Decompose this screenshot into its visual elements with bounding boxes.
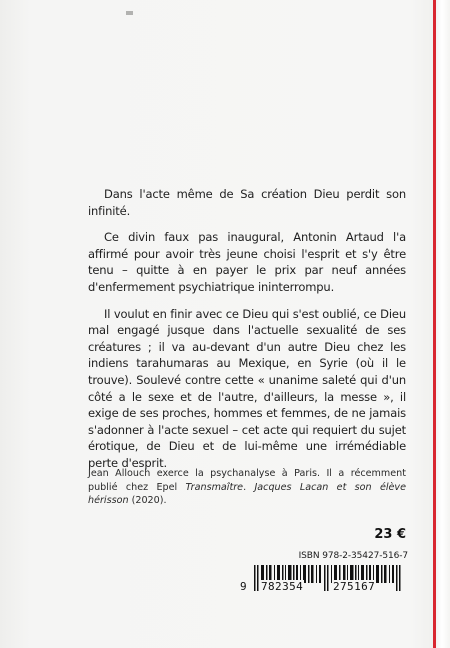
bio-title-lacan: Jacques Lacan et son élève hérisson	[88, 481, 407, 507]
barcode-first-digit: 9	[240, 580, 247, 593]
blurb-paragraph-1: Dans l'acte même de Sa création Dieu perdit son infinité.	[88, 187, 406, 218]
barcode-digits	[240, 580, 408, 593]
author-bio	[88, 467, 406, 508]
isbn: ISBN 978-2-35427-516-7	[298, 551, 408, 561]
bio-tail: (2020).	[128, 495, 167, 507]
bio-separator: .	[243, 481, 255, 493]
bio-text: Jean Allouch exerce la psychanalyse à Paris. Il a récemment publié chez Epel	[88, 468, 406, 493]
blurb-paragraph-3: Il voulut en finir avec ce Dieu qui s'est oublié, ce Dieu mal engagé jusque dans l'actuelle sexualité de ses créatures ; il va au-devant d'un autre Dieu chez les indiens tarahumaras au Mexique, en Syrie (où il le trouve). Soulevé contre cette « unanime saleté qui d'un côté a le sexe et de l'autre, d'ailleurs, la messe », il exige de ses proches, hommes et femmes, de ne jamais s'adonner à l'acte sexuel – cet acte qui requiert du sujet érotique, de Dieu et de lui-même une irrémédiable perte d'esprit.	[88, 306, 406, 470]
blurb-paragraph-2: Ce divin faux pas inaugural, Antonin Artaud l'a affirmé pour avoir très jeune choisi l'esprit et s'y être tenu – quitte à en payer le prix par neuf années d'enfermement psychiatrique ininterrompu.	[88, 230, 406, 294]
blurb	[88, 186, 406, 482]
price: 23 €	[374, 527, 406, 542]
cover-edge	[436, 0, 450, 648]
barcode-left-group: 782354	[261, 580, 304, 593]
barcode-right-group: 275167	[333, 580, 376, 593]
print-mark	[126, 11, 133, 15]
bio-title-transmaitre: Transmaître	[185, 481, 244, 493]
